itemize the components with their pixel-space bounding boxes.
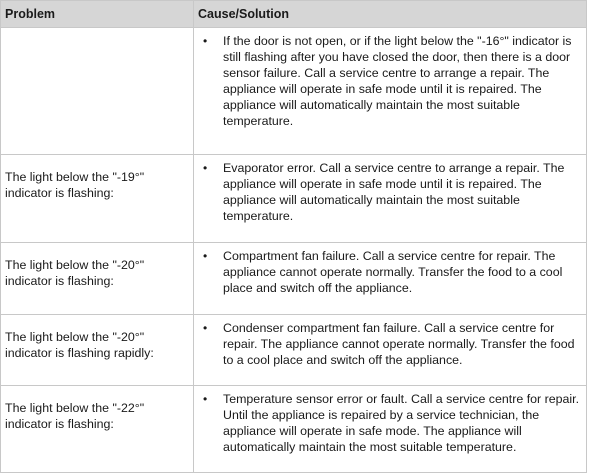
table-header xyxy=(1,0,586,28)
cause-cell xyxy=(194,243,586,314)
cause-text: Condenser compartment fan failure. Call a service centre for repair. The appliance cannot operate normally. Transfer the food to a cool place and switch off the appliance. xyxy=(223,321,575,367)
bullet-icon: • xyxy=(203,34,208,48)
problem-cell: The light below the "-20°" indicator is flashing rapidly: xyxy=(1,315,194,385)
problem-cell xyxy=(1,28,194,154)
cause-text: Temperature sensor error or fault. Call a service centre for repair. Until the appliance is repaired by a service technician, the appliance will operate in safe mode. The appliance will automatically maintain the most suitable temperature. xyxy=(223,392,580,454)
problem-cell: The light below the "-20°" indicator is flashing: xyxy=(1,243,194,314)
cause-cell xyxy=(194,315,586,385)
table-row xyxy=(1,315,586,386)
cause-text: If the door is not open, or if the light below the "-16°" indicator is still flashing after you have closed the door, then there is a door sensor failure. Call a service centre to arrange a repair. The appliance will operate in safe mode until it is repaired. The appliance will automatically maintain the most suitable temperature. xyxy=(223,34,572,128)
bullet-icon: • xyxy=(203,321,208,335)
table-row xyxy=(1,386,586,473)
bullet-icon: • xyxy=(203,392,208,406)
bullet-icon: • xyxy=(203,249,208,263)
table-row xyxy=(1,155,586,243)
header-cause-solution: Cause/Solution xyxy=(198,7,289,21)
header-problem: Problem xyxy=(1,1,194,27)
cause-cell xyxy=(194,28,586,154)
table-row xyxy=(1,28,586,155)
cause-text: Evaporator error. Call a service centre to arrange a repair. The appliance will operate in safe mode until it is repaired. The appliance will automatically maintain the most suitable temperature. xyxy=(223,161,565,223)
table-row xyxy=(1,243,586,315)
problem-cell: The light below the "-19°" indicator is flashing: xyxy=(1,155,194,242)
cause-text: Compartment fan failure. Call a service centre for repair. The appliance cannot operate normally. Transfer the food to a cool place and switch off the appliance. xyxy=(223,249,563,295)
cause-cell xyxy=(194,386,586,472)
problem-cell: The light below the "-22°" indicator is flashing: xyxy=(1,386,194,472)
cause-cell xyxy=(194,155,586,242)
bullet-icon: • xyxy=(203,161,208,175)
